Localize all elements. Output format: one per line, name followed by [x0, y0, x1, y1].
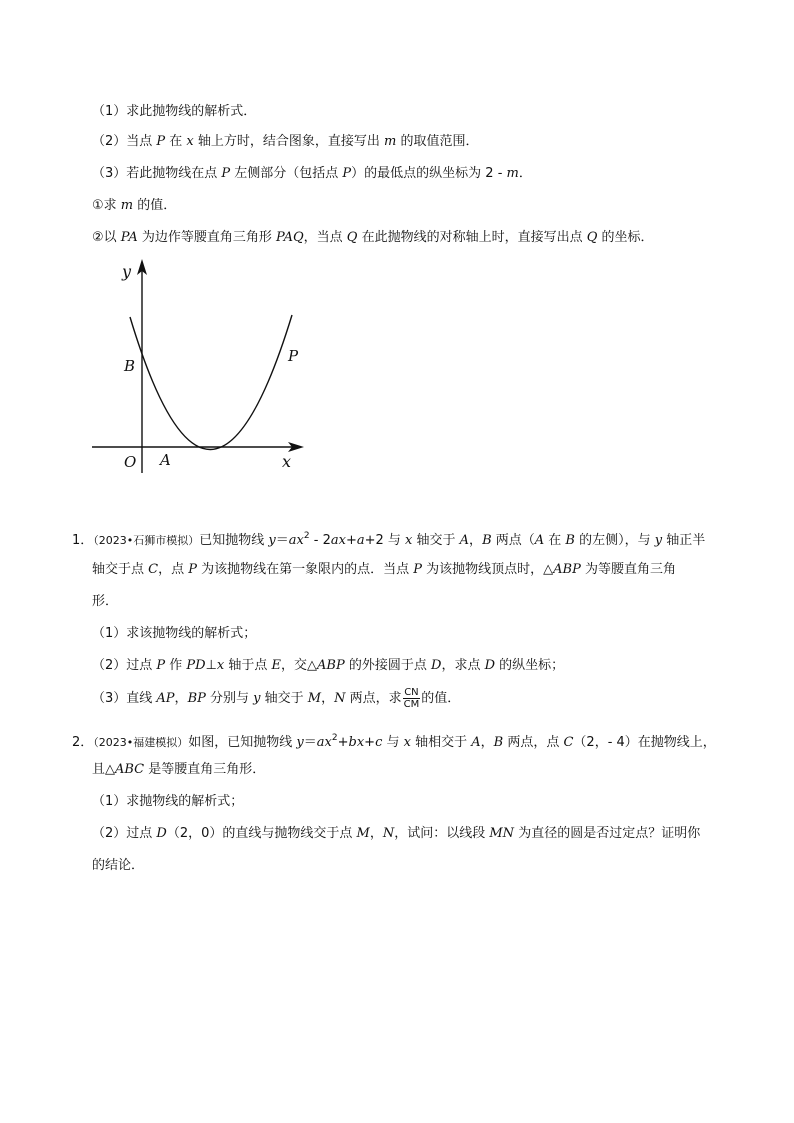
problem-1-sub-2: （2）过点 P 作 PD⊥x 轴于点 E，交△ABP 的外接圆于点 D，求点 D 的纵坐标； [92, 658, 565, 673]
problem-2-sub-1: （1）求抛物线的解析式； [92, 794, 244, 809]
question-2-text: （2）当点 P 在 x 轴上方时，结合图象，直接写出 m 的取值范围． [92, 134, 479, 149]
question-3-i-text: ①求 m 的值． [92, 198, 177, 213]
problem-2-sub-2: （2）过点 D（2，0）的直线与抛物线交于点 M，N，试问：以线段 MN 为直径的圆是否过定点？证明你 [92, 826, 701, 841]
question-1-text: （1）求此抛物线的解析式． [92, 104, 257, 119]
label-P: P [288, 347, 299, 365]
problem-1-line-3: 形． [92, 594, 119, 609]
label-A: A [160, 451, 171, 469]
problem-2-sub-2-cont: 的结论． [92, 858, 145, 873]
problem-1-line-1: 1．（2023•石狮市模拟）已知抛物线 $y=ax^2 - 2ax+a+2$ 与 x 轴交于 A，B 两点（A 在 B 的左侧），与 y 轴正半 [72, 531, 706, 548]
question-3-ii-text: ②以 PA 为边作等腰直角三角形 PAQ，当点 Q 在此抛物线的对称轴上时，直接写出点 Q 的坐标． [92, 230, 654, 245]
fraction-cn-over-cm: $\frac{CN}{CM}$ [403, 687, 420, 710]
problem-1-sub-3: （3）直线 AP，BP 分别与 y 轴交于 M，N 两点，求 $\frac{CN}{CM}$ 的值． [92, 687, 461, 710]
problem-2-line-2: 且△ABC 是等腰直角三角形． [92, 762, 266, 777]
label-x: x [282, 452, 292, 471]
problem-1-line-2: 轴交于点 C，点 P 为该抛物线在第一象限内的点．当点 P 为该抛物线顶点时，△ABP 为等腰直角三角 [92, 562, 676, 577]
problem-1-sub-1: （1）求该抛物线的解析式； [92, 626, 257, 641]
parabola-figure [82, 255, 322, 485]
label-B: B [124, 357, 136, 375]
label-y: y [122, 262, 132, 281]
question-3-text: （3）若此抛物线在点 P 左侧部分（包括点 P）的最低点的纵坐标为 2 - m． [92, 166, 532, 181]
problem-2-line-1: 2．（2023•福建模拟）如图，已知抛物线 $y=ax^2+bx+c$ 与 x 轴相交于 A，B 两点，点 C（2，- 4）在抛物线上， [72, 733, 716, 750]
parabola-curve [130, 315, 292, 450]
label-O: O [124, 453, 137, 471]
